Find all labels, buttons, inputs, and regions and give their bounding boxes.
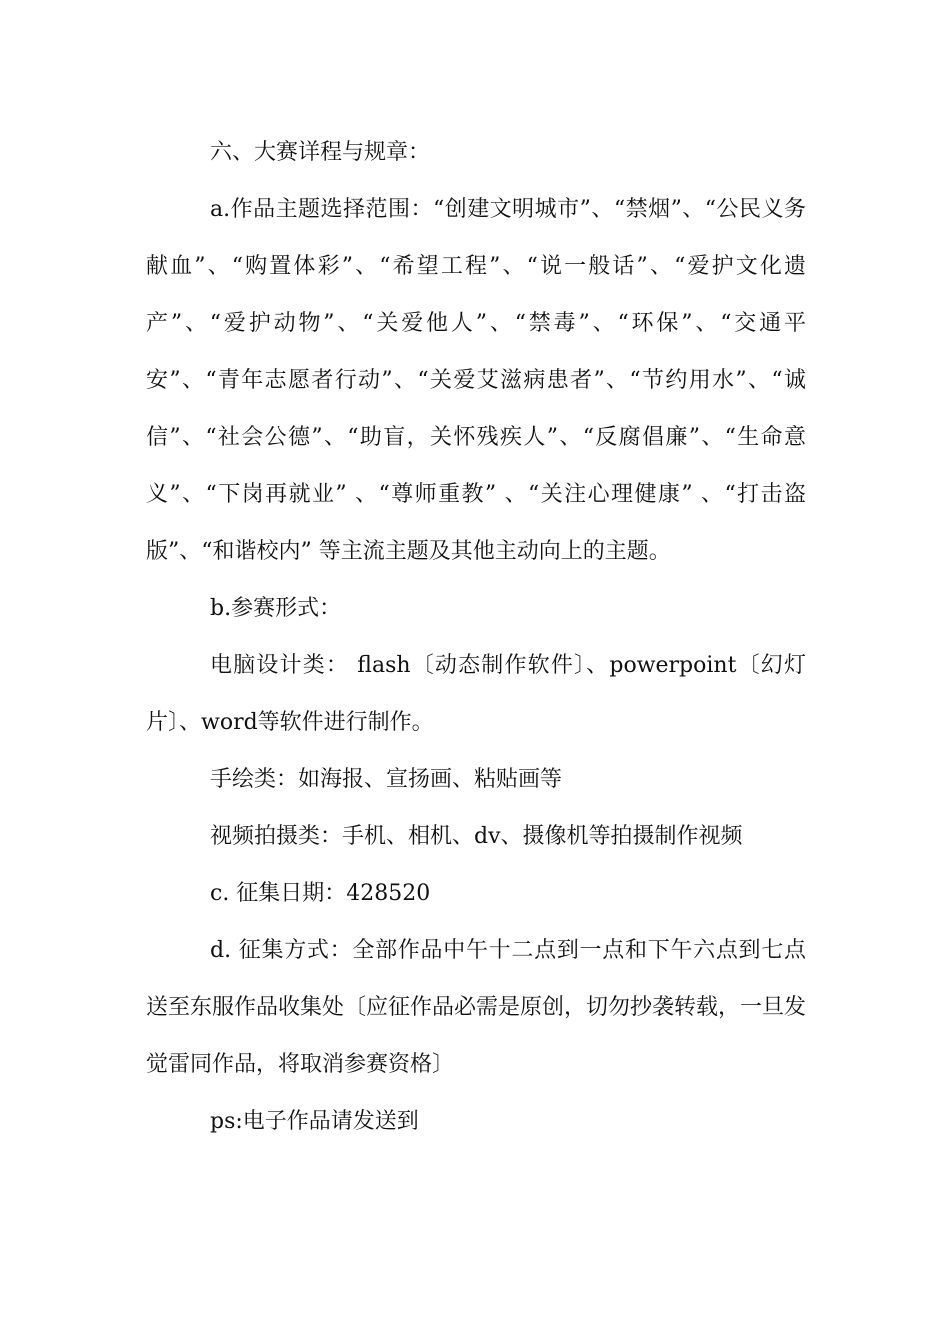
section-heading: 六、大赛详程与规章： bbox=[210, 140, 431, 165]
document-body bbox=[146, 124, 806, 1150]
paragraph-theme-range: a.作品主题选择范围：“创建文明城市”、“禁烟”、“公民义务献血”、“购置体彩”、“希望工程”、“说一般话”、“爱护文化遗产”、“爱护动物”、“关爱他人”、“禁毒”、“环保”、“交通平安”、“青年志愿者行动”、“关爱艾滋病患者”、“节约用水”、“诚信”、“社会公德”、“助盲，关怀残疾人”、“反腐倡廉”、“生命意义”、“下岗再就业” 、“尊师重教” 、“关注心理健康” 、“打击盗版”、“和谐校内” 等主流主题及其他主动向上的主题。 bbox=[146, 197, 806, 564]
paragraph-video: 视频拍摄类：手机、相机、dv、摄像机等拍摄制作视频 bbox=[210, 824, 743, 849]
paragraph-entry-format: b.参赛形式： bbox=[210, 596, 342, 621]
paragraph-ps-note: ps:电子作品请发送到 bbox=[210, 1109, 419, 1134]
paragraph-collection-method: d. 征集方式：全部作品中午十二点到一点和下午六点到七点送至东服作品收集处〔应征作品必需是原创，切勿抄袭转载，一旦发觉雷同作品，将取消参赛资格〕 bbox=[146, 938, 807, 1077]
paragraph-hand-drawn: 手绘类：如海报、宣扬画、粘贴画等 bbox=[210, 767, 563, 792]
paragraph-collection-date: c. 征集日期：428520 bbox=[210, 881, 431, 906]
paragraph-computer-design: 电脑设计类： flash〔动态制作软件〕、powerpoint〔幻灯片〕、word等软件进行制作。 bbox=[146, 653, 806, 735]
